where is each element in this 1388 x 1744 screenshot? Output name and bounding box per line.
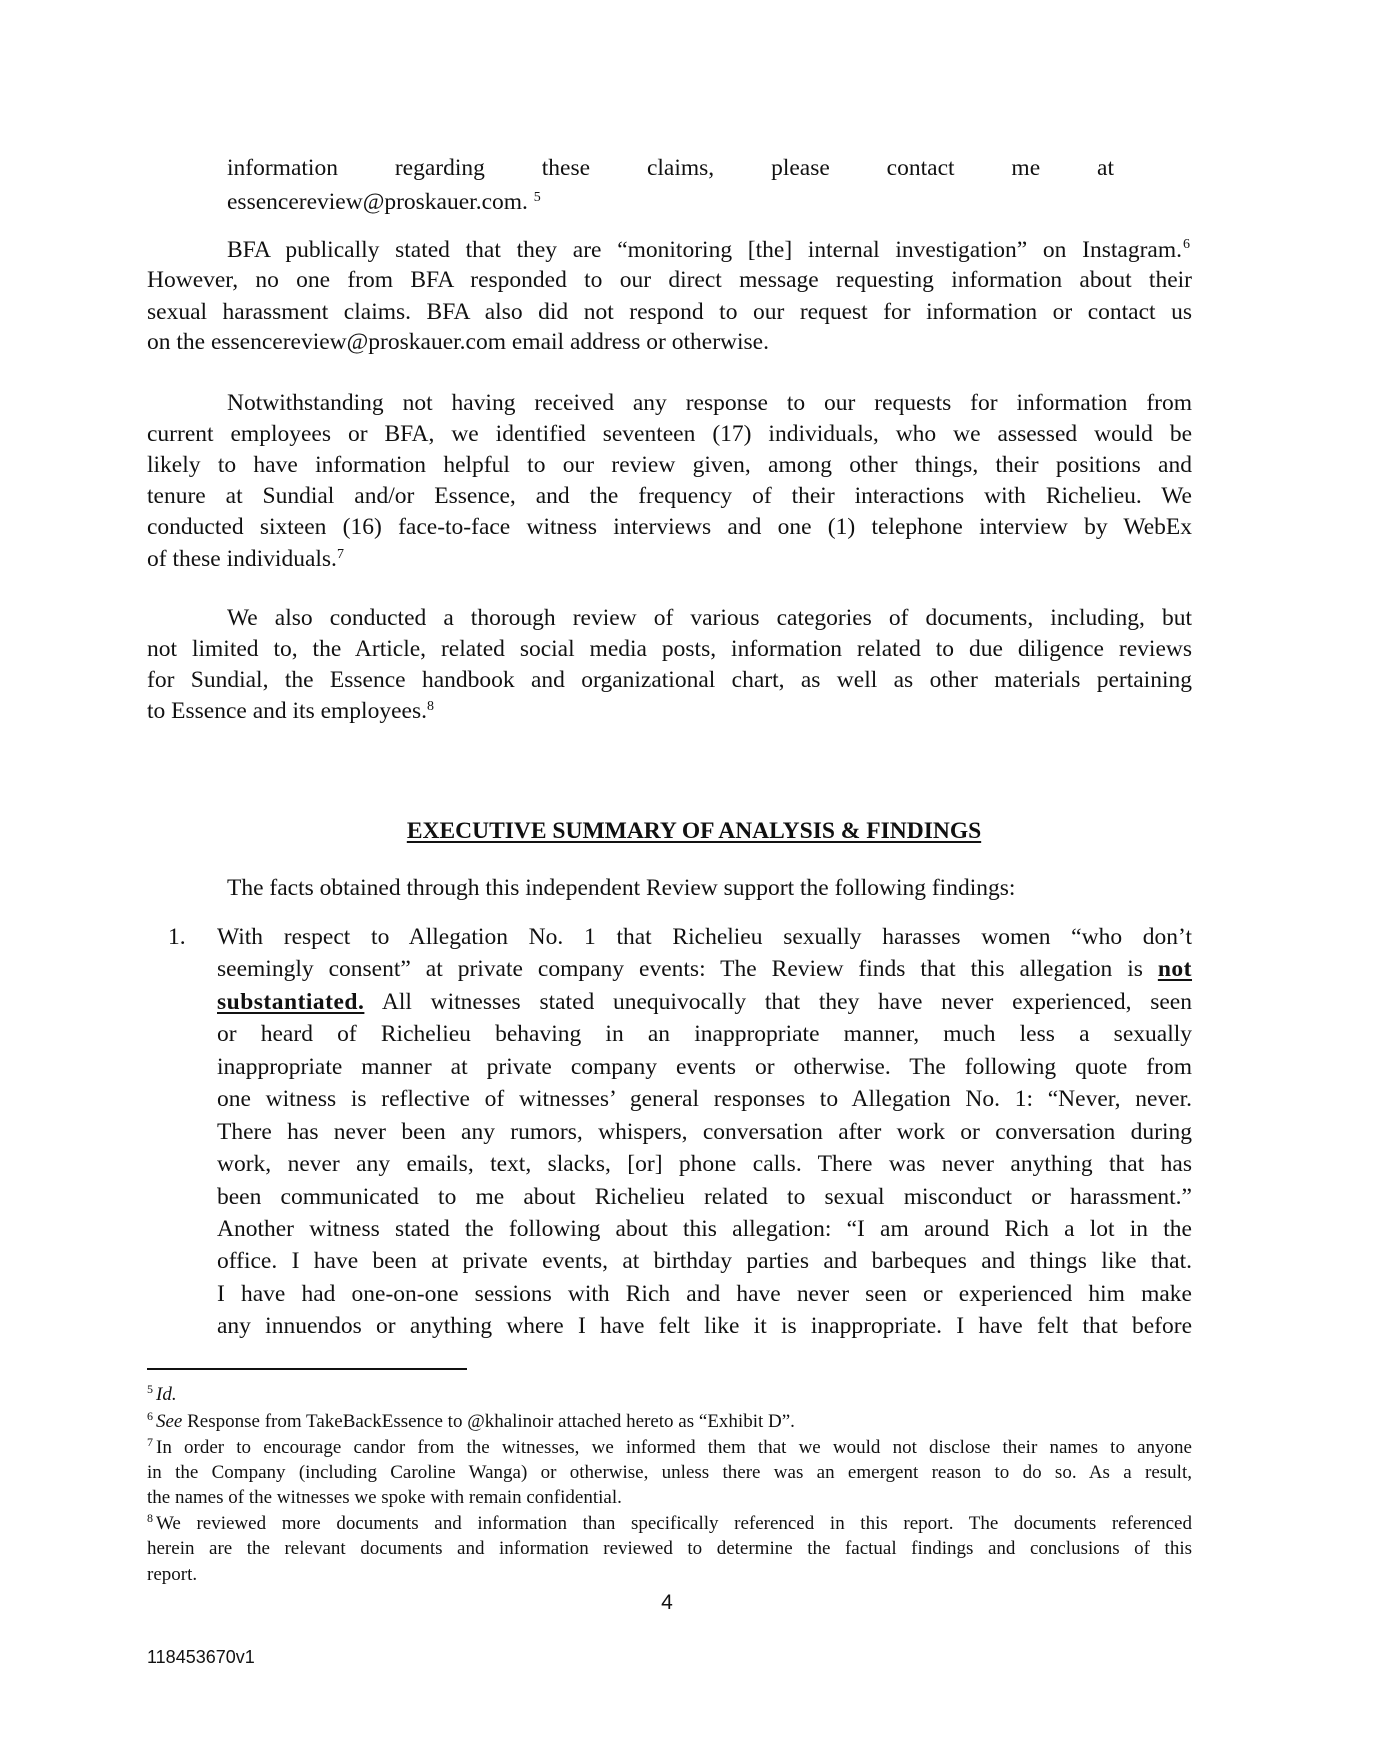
finding-line-13: any innuendos or anything where I have felt like it is inappropriate. I have felt that before xyxy=(217,1313,1192,1339)
footnote-6-italic: See xyxy=(156,1411,183,1432)
finding-line-10: Another witness stated the following about this allegation: “I am around Rich a lot in the xyxy=(217,1216,1192,1242)
footnote-7-line-1 xyxy=(147,1436,1192,1460)
substantiated-emphasis: substantiated. xyxy=(217,989,365,1015)
bfa-line-1-text: BFA publically stated that they are “monitoring [the] internal investigation” on Instagram. xyxy=(227,237,1182,263)
document-id: 118453670v1 xyxy=(147,1647,255,1667)
documents-line-4-text: to Essence and its employees. xyxy=(147,698,427,724)
finding-line-11: office. I have been at private events, at birthday parties and barbeques and things like that. xyxy=(217,1248,1192,1274)
page-number: 4 xyxy=(661,1591,673,1614)
section-heading-text: EXECUTIVE SUMMARY OF ANALYSIS & FINDINGS xyxy=(406,818,982,844)
bfa-paragraph-line-3: sexual harassment claims. BFA also did not respond to our request for information or contact us xyxy=(147,299,1192,325)
footnote-5-italic: Id. xyxy=(156,1384,177,1405)
documents-line-1: We also conducted a thorough review of various categories of documents, including, but xyxy=(227,605,1192,631)
finding-number: 1. xyxy=(168,924,186,950)
documents-line-4 xyxy=(147,696,434,726)
document-page: information regarding these claims, please contact me at essencereview@proskauer.com. $^5$ BFA publically stated that they are “monitoring [the] internal investigation” on Instagram. 6 However, no one from BFA responded to our direct message requesting information about their sexual harassment claims. BFA also did not respond to our request for information or contact us on the essencereview@proskauer.com email address or otherwise. Notwithstanding not having received any response to our requests for information from current employees or BFA, we identified seventeen (17) individuals, who we assessed would be likely to have information helpful to our review given, among other things, their positions and tenure at Sundial and/or Essence, and the frequency of their interactions with Richelieu. We conducted sixteen (16) face-to-face witness interviews and one (1) telephone interview by WebEx of these individuals.$^7$ We also conducted a thorough review of various categories of documents, including, but not limited to, the Article, related social media posts, information related to due diligence reviews for Sundial, the Essence handbook and organizational chart, as well as other materials pertaining to Essence and its employees.$^8$ EXECUTIVE SUMMARY OF ANALYSIS & FINDINGS The facts obtained through this independent Review support the following findings: 1. With respect to Allegation No. 1 that Richelieu sexually harasses women “who don’t seemingly consent” at private company events: The Review finds that this allegation is not substantiated. All witnesses stated unequivocally that they have never experienced, seen or heard of Richelieu behaving in an inappropriate manner, much less a sexually inappropriate manner at private company events or otherwise. The following quote from one witness is reflective of witnesses’ general responses to Allegation No. 1: “Never, never. There has never been any rumors, whispers, conversation after work or conversation during work, never any emails, text, slacks, [or] phone calls. There was never anything that has been communicated to me about Richelieu related to sexual misconduct or harassment.” Another witness stated the following about this allegation: “I am around Rich a lot in the office. I have been at private events, at birthday parties and barbeques and things like that. I have had one-on-one sessions with Rich and have never seen or experienced him make any innuendos or anything where I have felt like it is inappropriate. I have felt that before $^5$ Id. $^6$ See Response from TakeBackEssence to @khalinoir attached hereto as “Exhibit D”. $^7$ In order to encourage candor from the witnesses, we informed them that we would not disclose their names to anyone in the Company (including Caroline Wanga) or otherwise, unless there was an emergent reason to do so. As a result, the names of the witnesses we spoke with remain confidential. $^8$ We reviewed more documents and information than specifically referenced in this report. The documents referenced herein are the relevant documents and information reviewed to determine the factual findings and conclusions of this report. 4 118453670v1 xyxy=(0,0,1388,1744)
finding-line-5: inappropriate manner at private company events or otherwise. The following quote from xyxy=(217,1054,1192,1080)
finding-line-7: There has never been any rumors, whispers, conversation after work or conversation during xyxy=(217,1119,1192,1145)
footnote-6 xyxy=(147,1410,795,1434)
finding-line-12: I have had one-on-one sessions with Rich and have never seen or experienced him make xyxy=(217,1281,1192,1307)
finding-line-4: or heard of Richelieu behaving in an inappropriate manner, much less a sexually xyxy=(217,1021,1192,1047)
finding-line-2 xyxy=(217,954,1192,984)
finding-line-3-text: All witnesses stated unequivocally that they have never experienced, seen xyxy=(381,989,1192,1015)
finding-line-6: one witness is reflective of witnesses’ general responses to Allegation No. 1: “Never, never. xyxy=(217,1086,1192,1112)
email-text: essencereview@proskauer.com. xyxy=(227,189,528,215)
footnote-ref-8[interactable]: 8 xyxy=(426,699,434,714)
footnote-8-number: 8 xyxy=(147,1511,153,1525)
footnote-8-line-3: report. xyxy=(147,1564,198,1585)
footnote-7-line-2: in the Company (including Caroline Wanga) or otherwise, unless there was an emergent reason to do so. As a result, xyxy=(147,1462,1192,1483)
footnote-5 xyxy=(147,1383,177,1407)
footnote-7-line-3: the names of the witnesses we spoke with remain confidential. xyxy=(147,1487,622,1508)
documents-line-2: not limited to, the Article, related social media posts, information related to due diligence reviews xyxy=(147,636,1192,662)
notwithstanding-line-3: likely to have information helpful to our review given, among other things, their positions and xyxy=(147,452,1192,478)
notwithstanding-line-5: conducted sixteen (16) face-to-face witness interviews and one (1) telephone interview by WebEx xyxy=(147,514,1192,540)
footnote-6-number: 6 xyxy=(147,1409,153,1423)
notwithstanding-line-6 xyxy=(147,544,344,574)
notwithstanding-line-2: current employees or BFA, we identified seventeen (17) individuals, who we assessed would be xyxy=(147,421,1192,447)
finding-line-9: been communicated to me about Richelieu related to sexual misconduct or harassment.” xyxy=(217,1184,1192,1210)
finding-line-2-text: seemingly consent” at private company events: The Review finds that this allegation is xyxy=(217,956,1143,982)
footnote-ref-7[interactable]: 7 xyxy=(336,547,344,562)
footnote-8-line-2: herein are the relevant documents and information reviewed to determine the factual findings and conclusions of this xyxy=(147,1538,1192,1559)
bfa-paragraph-line-4: on the essencereview@proskauer.com email address or otherwise. xyxy=(147,329,769,355)
bfa-paragraph-line-1 xyxy=(227,235,1182,265)
finding-line-3 xyxy=(217,987,1192,1017)
footnote-separator xyxy=(147,1368,467,1370)
footnote-6-text: Response from TakeBackEssence to @khalinoir attached hereto as “Exhibit D”. xyxy=(187,1411,795,1432)
footnote-7-number: 7 xyxy=(147,1435,153,1449)
footnote-7-text-1: In order to encourage candor from the witnesses, we informed them that we would not disclose their names to anyone xyxy=(156,1437,1192,1458)
continuation-line-1: information regarding these claims, please contact me at xyxy=(227,155,1114,181)
notwithstanding-line-1: Notwithstanding not having received any response to our requests for information from xyxy=(227,390,1192,416)
documents-line-3: for Sundial, the Essence handbook and organizational chart, as well as other materials pertaining xyxy=(147,667,1192,693)
notwithstanding-line-4: tenure at Sundial and/or Essence, and the frequency of their interactions with Richelieu. We xyxy=(147,483,1192,509)
footnote-5-number: 5 xyxy=(147,1382,153,1396)
continuation-line-2 xyxy=(227,187,541,217)
finding-line-1: With respect to Allegation No. 1 that Richelieu sexually harasses women “who don’t xyxy=(217,924,1192,950)
bfa-paragraph-line-2: However, no one from BFA responded to our direct message requesting information about their xyxy=(147,267,1192,293)
finding-line-8: work, never any emails, text, slacks, [or] phone calls. There was never anything that has xyxy=(217,1151,1192,1177)
findings-intro: The facts obtained through this independent Review support the following findings: xyxy=(227,875,1016,901)
footnote-8-line-1 xyxy=(147,1512,1192,1536)
not-emphasis: not xyxy=(1157,956,1193,982)
section-heading xyxy=(0,816,1388,846)
footnote-8-text-1: We reviewed more documents and information than specifically referenced in this report. The documents referenced xyxy=(156,1513,1192,1534)
footnote-ref-5[interactable]: 5 xyxy=(533,190,541,205)
notwithstanding-line-6-text: of these individuals. xyxy=(147,546,337,572)
